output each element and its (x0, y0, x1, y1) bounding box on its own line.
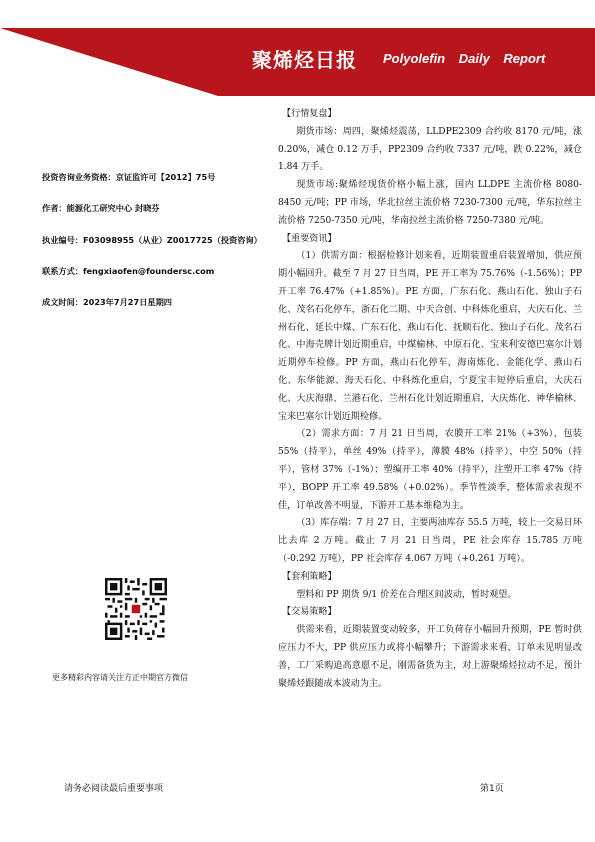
paragraph-futures: 期货市场：周四，聚烯烃震荡，LLDPE2309 合约收 8170 元/吨，涨 0.20%，减仓 0.12 万手，PP2309 合约收 7337 元/吨，跌 0.22%，减仓 1.84 万手。 (278, 126, 582, 173)
wechat-qr-code (105, 578, 167, 640)
date-line: 成文时间：2023年7月27日星期四 (42, 297, 172, 307)
section-heading-arbitrage: 【套利策略】 (282, 571, 337, 582)
paragraph-trading: 供需来看，近期装置变动较多，开工负荷存小幅回升预期，PE 暂时供应压力不大，PP 供应压力或将小幅攀升；下游需求来看，订单未见明显改善，工厂采购追高意愿不足，刚需备货为主，对上游聚烯烃拉动不足，预计聚烯烃跟随成本波动为主。 (278, 625, 582, 689)
footer-disclaimer: 请务必阅读最后重要事项 (64, 784, 164, 794)
report-subtitle: Polyolefin Daily Report (383, 51, 546, 66)
qr-caption: 更多精彩内容请关注方正中期官方微信 (52, 673, 188, 682)
page-number: 第1页 (480, 784, 504, 794)
section-heading-news: 【重要资讯】 (282, 233, 337, 244)
paragraph-spot: 现货市场:聚烯烃现货价格小幅上涨，国内 LLDPE 主流价格 8080-8450 元/吨；PP 市场，华北拉丝主流价格 7230-7300 元/吨，华东拉丝主流价格 7250-7350 元/吨，华南拉丝主流价格 7250-7380 元/吨。 (278, 180, 582, 226)
paragraph-inventory: （3）库存端：7 月 27 日，主要两油库存 55.5 万吨，较上一交易日环比去库 2 万吨。截止 7 月 21 日当周，PE 社会库存 15.785 万吨（-0.292 万吨），PP 社会库存 4.067 万吨（+0.261 万吨）。 (278, 518, 582, 564)
license-line: 执业编号：F03098955（从业）Z0017725（投资咨询） (42, 235, 262, 245)
report-title: 聚烯烃日报 (252, 48, 357, 72)
section-heading-trading: 【交易策略】 (282, 607, 337, 618)
qualification-line: 投资咨询业务资格：京证监许可【2012】75号 (42, 172, 216, 182)
paragraph-arbitrage: 塑料和 PP 期货 9/1 价差在合理区间波动，暂时观望。 (296, 589, 517, 600)
section-heading-market: 【行情复盘】 (282, 109, 337, 119)
report-body (278, 106, 582, 693)
author-line: 作者：能源化工研究中心 封晓芬 (42, 203, 160, 213)
paragraph-supply: （1）供需方面：根据检修计划来看，近期装置重启装置增加，供应预期小幅回升。截至 7 月 27 日当周，PE 开工率为 75.76%（-1.56%）；PP 开工率 76.47%（+1.85%）。PE 方面，广东石化、燕山石化、独山子石化、茂名石化停车，浙石化二期、中天合创、中科炼化重启，大庆石化、兰州石化、延长中煤、广东石化、燕山石化、抚顺石化、独山子石化、茂名石化、中海壳牌计划近期重启，中煤榆林、中原石化、宝来利安德巴塞尔计划近期停车检修。PP 方面，燕山石化停车，海南炼化、金能化学、燕山石化、东华能源、海天石化、中科炼化重启，宁夏宝丰短停后重启，大庆石化、大庆海鼎、兰港石化、兰州石化计划近期重启，大庆炼化、神华榆林、宝来巴塞尔计划近期检修。 (278, 251, 582, 422)
paragraph-demand: （2）需求方面：7 月 21 日当周，农膜开工率 21%（+3%），包装 55%（持平），单丝 49%（持平），薄膜 48%（持平），中空 50%（持平），管材 37%（-1%）；塑编开工率 40%（持平），注塑开工率 47%（持平），BOPP 开工率 49.58%（+0.02%）。季节性淡季，整体需求表现不佳，订单改善不明显，下游开工基本维稳为主。 (278, 429, 582, 511)
contact-line: 联系方式：fengxiaofen@foundersc.com (42, 266, 215, 276)
